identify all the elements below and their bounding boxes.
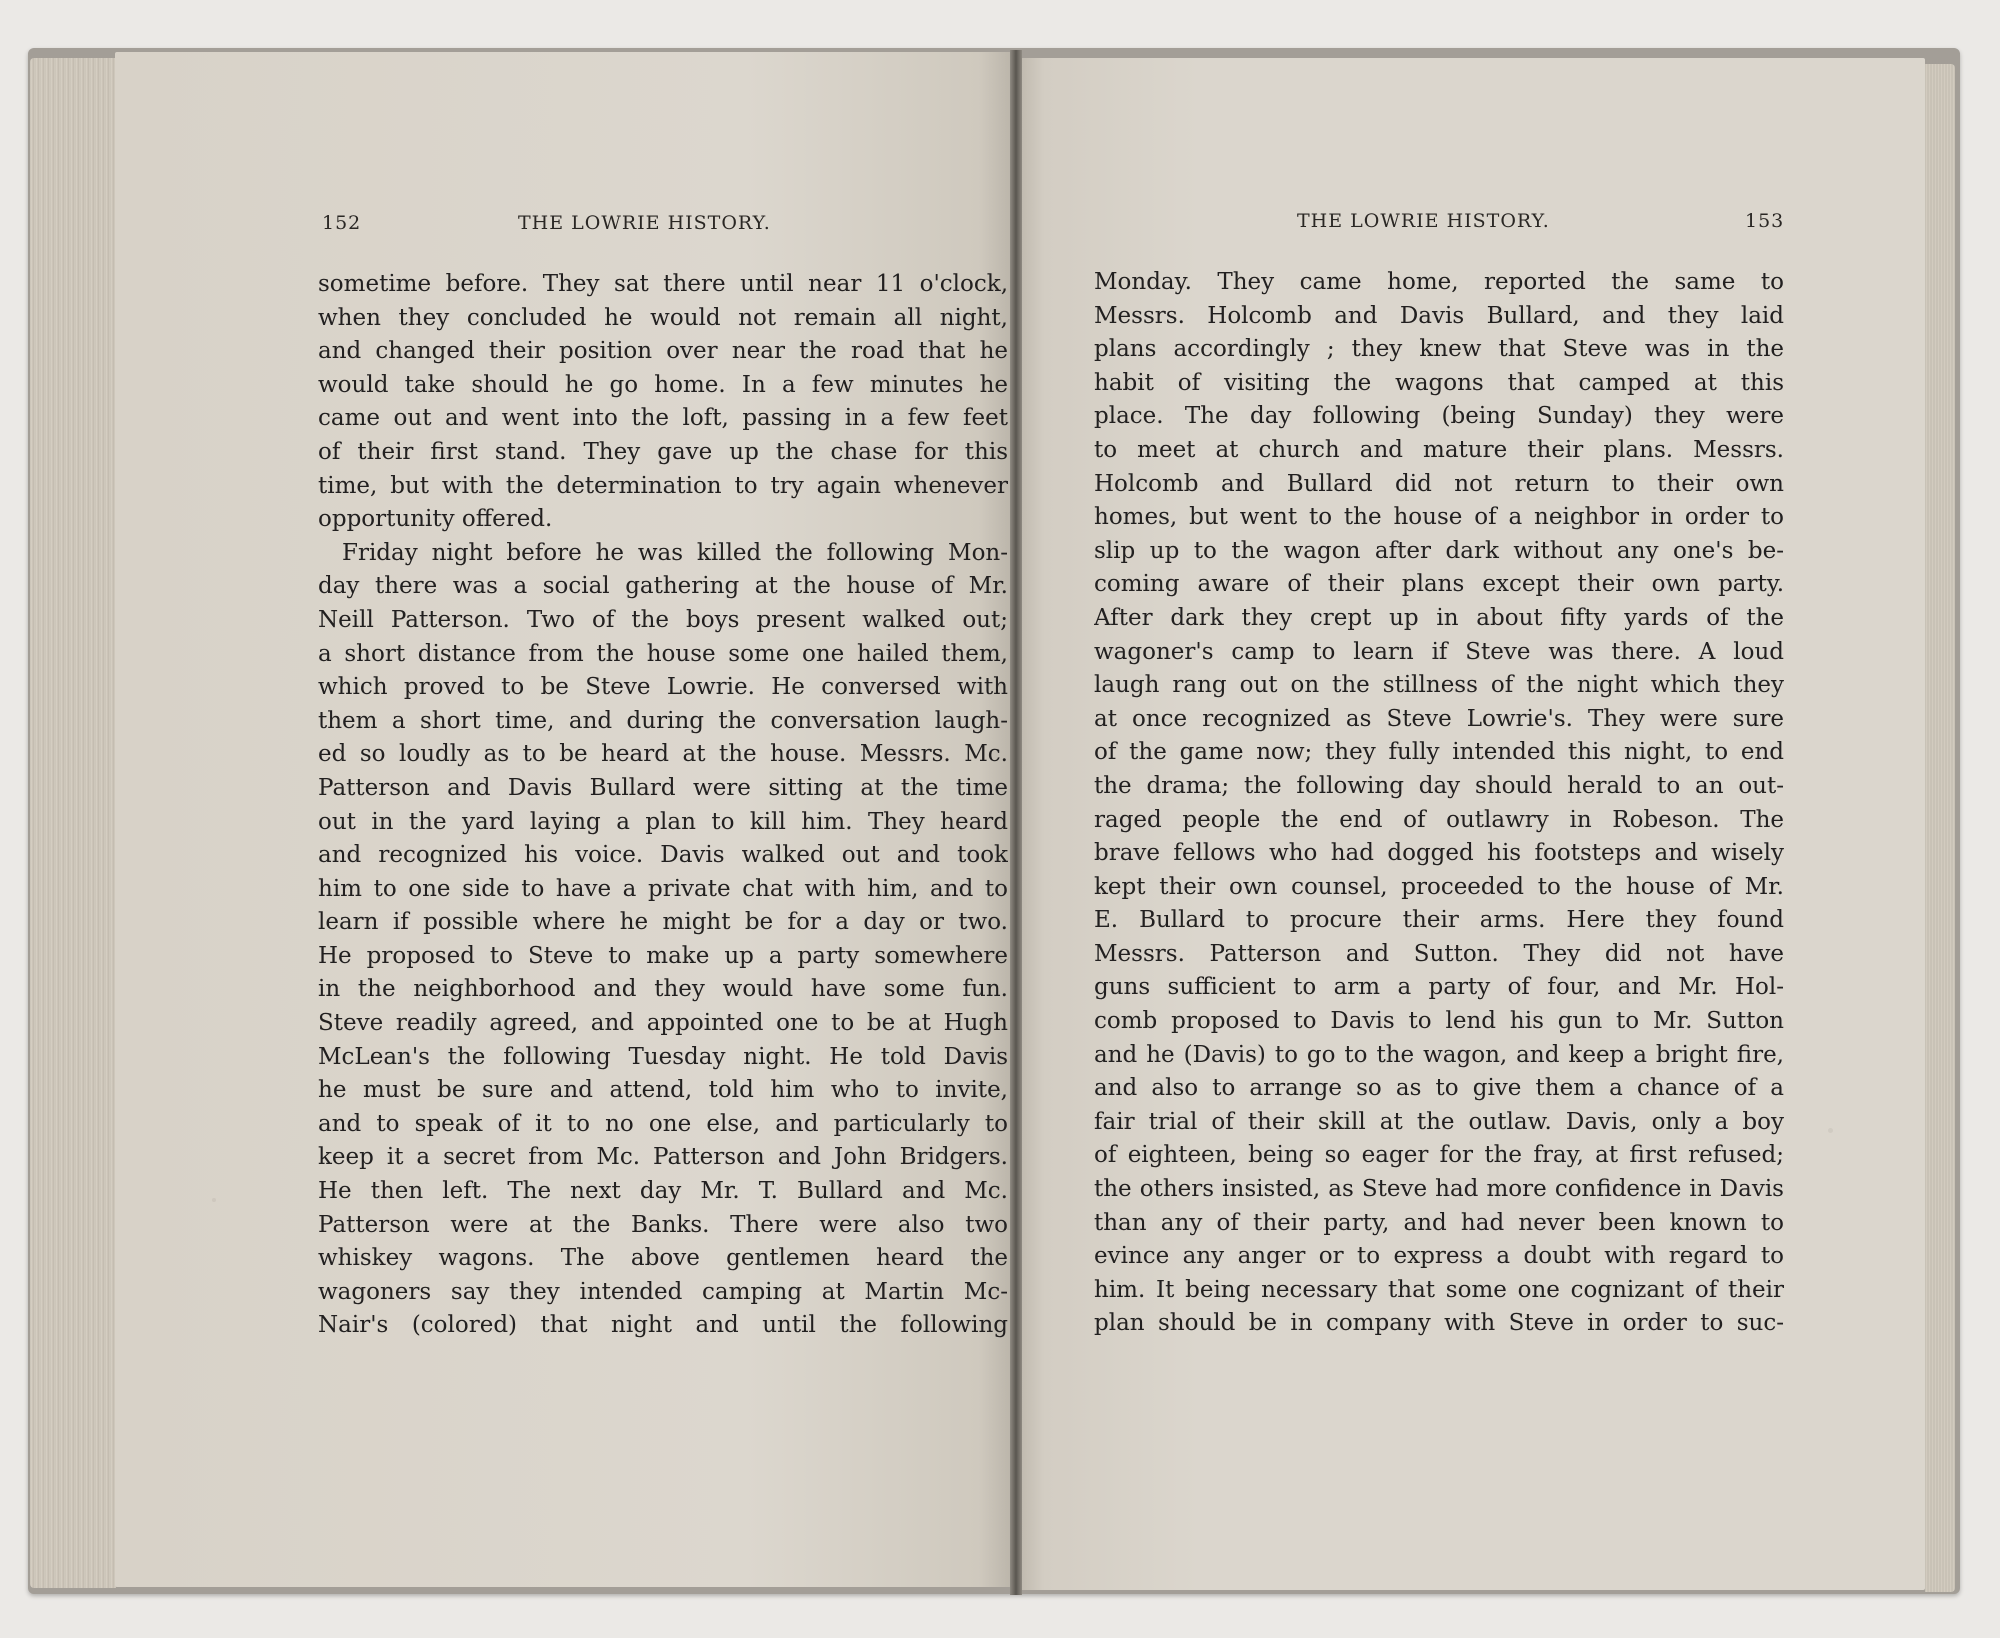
text-line: which proved to be Steve Lowrie. He conversed with [318, 674, 1008, 701]
text-line: when they concluded he would not remain all night, [318, 304, 1008, 331]
text-line: comb proposed to Davis to lend his gun to Mr. Sutton [1094, 1008, 1784, 1035]
text-line: him. It being necessary that some one cognizant of their [1094, 1276, 1784, 1303]
page-spot [212, 1198, 216, 1202]
text-line: Patterson and Davis Bullard were sitting at the time [318, 774, 1008, 801]
text-line: He proposed to Steve to make up a party somewhere [318, 942, 1008, 969]
text-line: a short distance from the house some one hailed them, [318, 640, 1008, 667]
text-line: to meet at church and mature their plans. Messrs. [1094, 436, 1784, 463]
text-line: plan should be in company with Steve in order to suc- [1094, 1310, 1784, 1337]
text-line: day there was a social gathering at the house of Mr. [318, 573, 1008, 600]
text-line: slip up to the wagon after dark without any one's be- [1094, 537, 1784, 564]
text-line: E. Bullard to procure their arms. Here they found [1094, 907, 1784, 934]
text-line: time, but with the determination to try again whenever [318, 472, 1008, 499]
text-line: Monday. They came home, reported the same to [1094, 269, 1784, 295]
text-line: he must be sure and attend, told him who to invite, [318, 1077, 1008, 1104]
text-line: Friday night before he was killed the following Mon- [342, 539, 1008, 566]
text-line: whiskey wagons. The above gentlemen heard the [318, 1245, 1008, 1272]
text-line: and to speak of it to no one else, and particularly to [318, 1110, 1008, 1137]
text-line: and changed their position over near the road that he [318, 338, 1008, 365]
text-line: Messrs. Patterson and Sutton. They did not have [1094, 940, 1784, 967]
text-line: He then left. The next day Mr. T. Bullard and Mc. [318, 1178, 1008, 1205]
text-line: keep it a secret from Mc. Patterson and John Bridgers. [318, 1144, 1008, 1171]
text-line: of their first stand. They gave up the chase for this [318, 438, 1008, 465]
text-line: Messrs. Holcomb and Davis Bullard, and they laid [1094, 302, 1784, 329]
text-line: Neill Patterson. Two of the boys present walked out; [318, 606, 1008, 633]
text-line: than any of their party, and had never been known to [1094, 1209, 1784, 1236]
text-line: and recognized his voice. Davis walked out and took [318, 842, 1008, 869]
text-line: laugh rang out on the stillness of the night which they [1094, 672, 1784, 699]
text-line: fair trial of their skill at the outlaw. Davis, only a boy [1094, 1108, 1784, 1135]
text-line: them a short time, and during the conversation laugh- [318, 707, 1008, 734]
text-line: of eighteen, being so eager for the fray, at first refused; [1094, 1142, 1784, 1169]
text-line: the drama; the following day should herald to an out- [1094, 772, 1784, 799]
left-running-head: THE LOWRIE HISTORY. [518, 212, 771, 234]
text-line: of the game now; they fully intended this night, to end [1094, 739, 1784, 766]
text-line: in the neighborhood and they would have some fun. [318, 976, 1008, 1003]
text-line: Steve readily agreed, and appointed one to be at Hugh [318, 1010, 1008, 1037]
text-line: at once recognized as Steve Lowrie's. They were sure [1094, 705, 1784, 732]
text-line: sometime before. They sat there until near 11 o'clock, [318, 271, 1008, 297]
left-page-edges [30, 58, 116, 1588]
text-line: brave fellows who had dogged his footsteps and wisely [1094, 840, 1784, 867]
text-line: and also to arrange so as to give them a chance of a [1094, 1075, 1784, 1102]
text-line: learn if possible where he might be for a day or two. [318, 909, 1008, 936]
text-line: guns sufficient to arm a party of four, and Mr. Hol- [1094, 974, 1784, 1001]
left-page-number: 152 [322, 212, 362, 234]
text-line: Nair's (colored) that night and until the following [318, 1312, 1008, 1339]
text-line: opportunity offered. [318, 506, 553, 533]
text-line: place. The day following (being Sunday) they were [1094, 403, 1784, 430]
page-spot [1828, 1128, 1833, 1133]
text-line: wagoners say they intended camping at Martin Mc- [318, 1278, 1008, 1305]
text-line: raged people the end of outlawry in Robeson. The [1094, 806, 1784, 833]
text-line: him to one side to have a private chat with him, and to [318, 875, 1008, 902]
text-line: McLean's the following Tuesday night. He told Davis [318, 1043, 1008, 1070]
book-gutter [1010, 50, 1022, 1595]
text-line: coming aware of their plans except their own party. [1094, 571, 1784, 598]
text-line: would take should he go home. In a few minutes he [318, 371, 1008, 398]
right-page-number: 153 [1745, 210, 1785, 232]
right-running-head: THE LOWRIE HISTORY. [1297, 210, 1550, 232]
left-page-body [318, 268, 1008, 1343]
text-line: Holcomb and Bullard did not return to their own [1094, 470, 1784, 497]
text-line: kept their own counsel, proceeded to the house of Mr. [1094, 873, 1784, 900]
right-page-edges [1925, 64, 1955, 1592]
text-line: plans accordingly ; they knew that Steve was in the [1094, 336, 1784, 363]
text-line: habit of visiting the wagons that camped at this [1094, 369, 1784, 396]
text-line: After dark they crept up in about fifty yards of the [1094, 604, 1784, 631]
text-line: homes, but went to the house of a neighbor in order to [1094, 504, 1784, 531]
text-line: out in the yard laying a plan to kill him. They heard [318, 808, 1008, 835]
text-line: evince any anger or to express a doubt with regard to [1094, 1243, 1784, 1270]
right-page-body [1094, 266, 1784, 1341]
text-line: wagoner's camp to learn if Steve was there. A loud [1094, 638, 1784, 665]
text-line: came out and went into the loft, passing in a few feet [318, 405, 1008, 432]
text-line: Patterson were at the Banks. There were also two [318, 1211, 1008, 1238]
text-line: the others insisted, as Steve had more confidence in Davis [1094, 1176, 1784, 1203]
text-line: and he (Davis) to go to the wagon, and keep a bright fire, [1094, 1041, 1784, 1068]
text-line: ed so loudly as to be heard at the house. Messrs. Mc. [318, 741, 1008, 768]
